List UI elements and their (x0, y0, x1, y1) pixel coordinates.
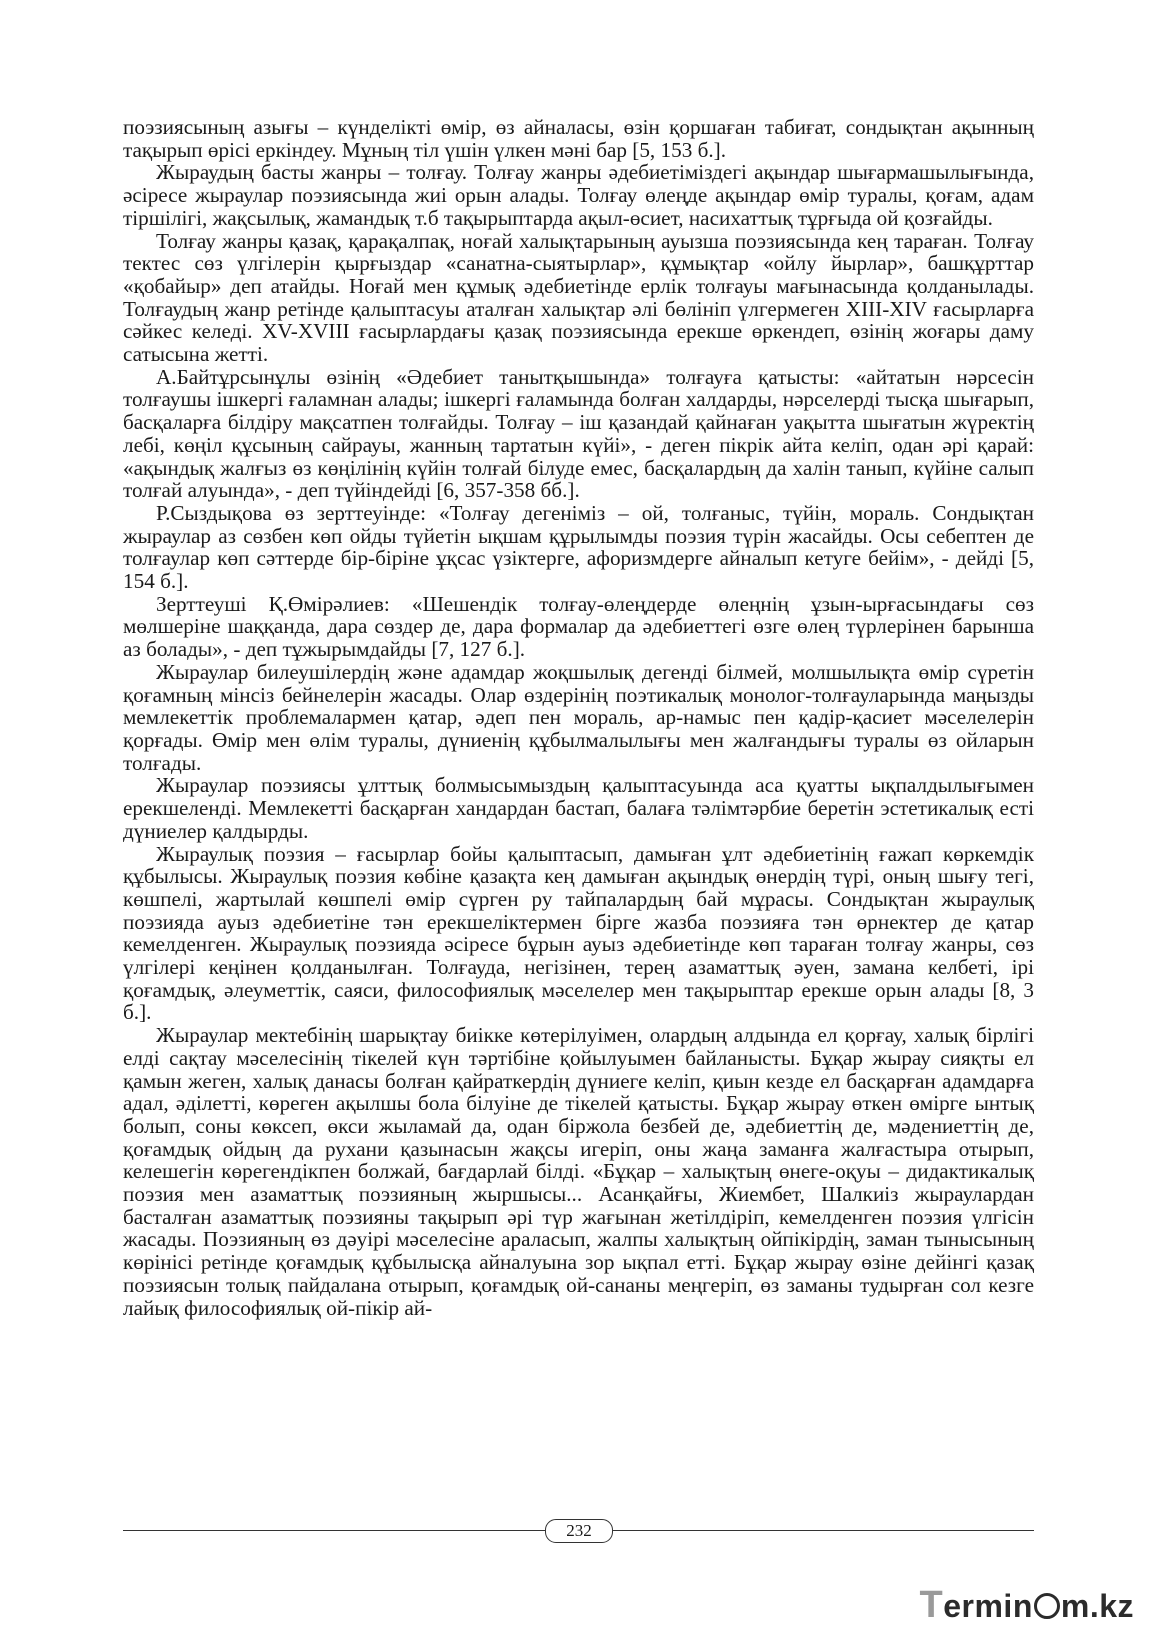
paragraph: Толғау жанры қазақ, қарақалпақ, ноғай халықтарының ауызша поэзиясында кең тараған. Толғау тектес сөз үлгілерін қырғыздар «санатна-сыятырлар», құмықтар «ойлу йырлар», башқұрттар «қобайыр» деп атайды. Ноғай мен құмық әдебиетінде ерлік толғауы мағынасында қолданылады. Толғаудың жанр ретінде қалыптасуы аталған халықтар әлі бөлініп үлгермеген XIII-XIV ғасырларға сәйкес келеді. XV-XVIII ғасырлардағы қазақ поэзиясында ерекше өркендеп, өзінің жоғары даму сатысына жетті. (123, 228, 1034, 367)
paragraph: Жыраудың басты жанры – толғау. Толғау жанры әдебиетіміздегі ақындар шығармашылығында, әсіресе жыраулар поэзиясында жиі орын алады. Толғау өлеңде ақындар өмір туралы, қоғам, адам тіршілігі, жақсылық, жамандық т.б тақырыптарда ақыл-өсиет, насихаттық тұрғыда ой қозғайды. (123, 160, 1034, 230)
paragraph: Жыраулық поэзия – ғасырлар бойы қалыптасып, дамыған ұлт әдебиетінің ғажап көркемдік құбылысы. Жыраулық поэзия көбіне қазақта кең дамыған ақындық өнердің түрі, оның шығу тегі, көшпелі, жартылай көшпелі өмір сүрген ру тайпалардың бай мұрасы. Сондықтан жыраулық поэзияда ауыз әдебиетіне тән ерекшеліктермен бірге жазба поэзияға тән өрнектер де қатар кемелденген. Жыраулық поэзияда әсіресе бұрын ауыз әдебиетінде көп тараған толғау жанры, сөз үлгілері кеңінен қолданылған. Толғауда, негізінен, терең азаматтық әуен, замана келбеті, ірі қоғамдық, әлеуметтік, саяси, философиялық мәселелер мен тақырыптар ерекше орын алады [8, 3 б.]. (123, 841, 1034, 1025)
paragraph: Зерттеуші Қ.Өмірәлиев: «Шешендік толғау-өлеңдерде өлеңнің ұзын-ырғасындағы сөз мөлшеріне шаққанда, дара сөздер де, дара формалар да әдебиеттегі өзге өлең түрлерінен барынша аз болады», - деп тұжырымдайды [7, 127 б.]. (123, 591, 1034, 662)
watermark-t-glyph: T (919, 1584, 944, 1626)
paragraph: Жыраулар билеушілердің және адамдар жоқшылық дегенді білмей, молшылықта өмір сүретін қоғамның мінсіз бейнелерін жасады. Олар өздерінің поэтикалық монолог-толғауларында маңызды мемлекеттік проблемалармен қатар, әдеп пен мораль, ар-намыс пен қадір-қасиет мәселелерін қорғады. Өмір мен өлім туралы, дүниенің құбылмалылығы мен жалғандығы туралы өз ойларын толғады. (123, 659, 1034, 775)
watermark-logo (920, 1585, 1135, 1625)
watermark-text-after: m.kz (1060, 1588, 1134, 1624)
watermark-text-before: ermin (943, 1588, 1033, 1624)
document-body (123, 116, 1034, 1319)
page-footer (123, 1519, 1034, 1543)
paragraph: поэзиясының азығы – күнделікті өмір, өз айналасы, өзін қоршаған табиғат, сондықтан ақынның тақырып өрісі еркіндеу. Мұның тіл үшін үлкен мәні бар [5, 153 б.]. (123, 115, 1034, 162)
paragraph: Жыраулар поэзиясы ұлттық болмысымыздың қалыптасуында аса қуатты ықпалдылығымен ерекшеленді. Мемлекетті басқарған хандардан бастап, балаға тәлімтәрбие беретін эстетикалық есті дүниелер қалдырды. (123, 773, 1034, 843)
paragraph: А.Байтұрсынұлы өзінің «Әдебиет танытқышында» толғауға қатысты: «айтатын нәрсесін толғаушы ішкергі ғаламнан алады; ішкергі ғаламында болған халдарды, нәрселерді тысқа шығарып, басқаларға білдіру мақсатпен толғайды. Толғау – іш қазандай қайнаған уақытта шығатын жүректің лебі, көңіл құсының сайрауы, жанның тартатын күйі», - деген пікрік айта келіп, одан әрі қарай: «ақындық жалғыз өз көңілінің күйін толғай білуде емес, басқалардың да халін танып, күйіне салып толғай алуында», - деп түйіндейді [6, 357-358 бб.]. (123, 364, 1034, 503)
paragraph: Жыраулар мектебінің шарықтау биікке көтерілуімен, олардың алдында ел қорғау, халық бірлігі елді сақтау мәселесінің тікелей күн тәртібіне қойылуымен байланысты. Бұқар жырау сияқты ел қамын жеген, халық данасы болған қайраткердің дүниеге келіп, қиын кезде ел басқарған адамдарға адал, әділетті, көреген ақылшы бола білуіне де тікелей қатысты. Бұқар жырау өткен өмірге ынтық болып, соны көксеп, өкси жыламай да, одан біржола безбей де, әдебиеттің де, мәдениеттің де, қоғамдық ойдың да рухани қазынасын жақсы игеріп, оны жаңа заманға жалғастыра отырып, келешегін көрегендікпен болжай, бағдарлай білді. «Бұқар – халықтың өнеге-оқуы – дидактикалық поэзия мен азаматтық поэзияның жыршысы... Асанқайғы, Жиембет, Шалкиіз жыраулардан басталған азаматтық поэзияны тақырып әрі түр жағынан жетілдіріп, кемелденген поэзия үлгісін жасады. Поэзияның өз дәуірі мәселесіне араласып, жалпы халықтың ойпікірдің, заман тынысының көрінісі ретінде қоғамдық құбылысқа айналуына зор ықпал етті. Бұқар жырау өзіне дейінгі қазақ поэзиясын толық пайдалана отырып, қоғамдық ой-сананы меңгеріп, өз заманы тудырған сол кезге лайық философиялық ой-пікір ай- (123, 1023, 1034, 1320)
paragraph: Р.Сыздықова өз зерттеуінде: «Толғау дегеніміз – ой, толғаныс, түйін, мораль. Сондықтан жыраулар аз сөзбен көп ойды түйетін ықшам құрылымды поэзия түрін жасайды. Осы себептен де толғаулар көп сәттерде бір-біріне ұқсас үзіктерге, афоризмдерге айналып кетуге бейім», - дейді [5, 154 б.]. (123, 500, 1034, 594)
watermark-circle-icon (1034, 1593, 1060, 1619)
page-number: 232 (545, 1519, 613, 1543)
